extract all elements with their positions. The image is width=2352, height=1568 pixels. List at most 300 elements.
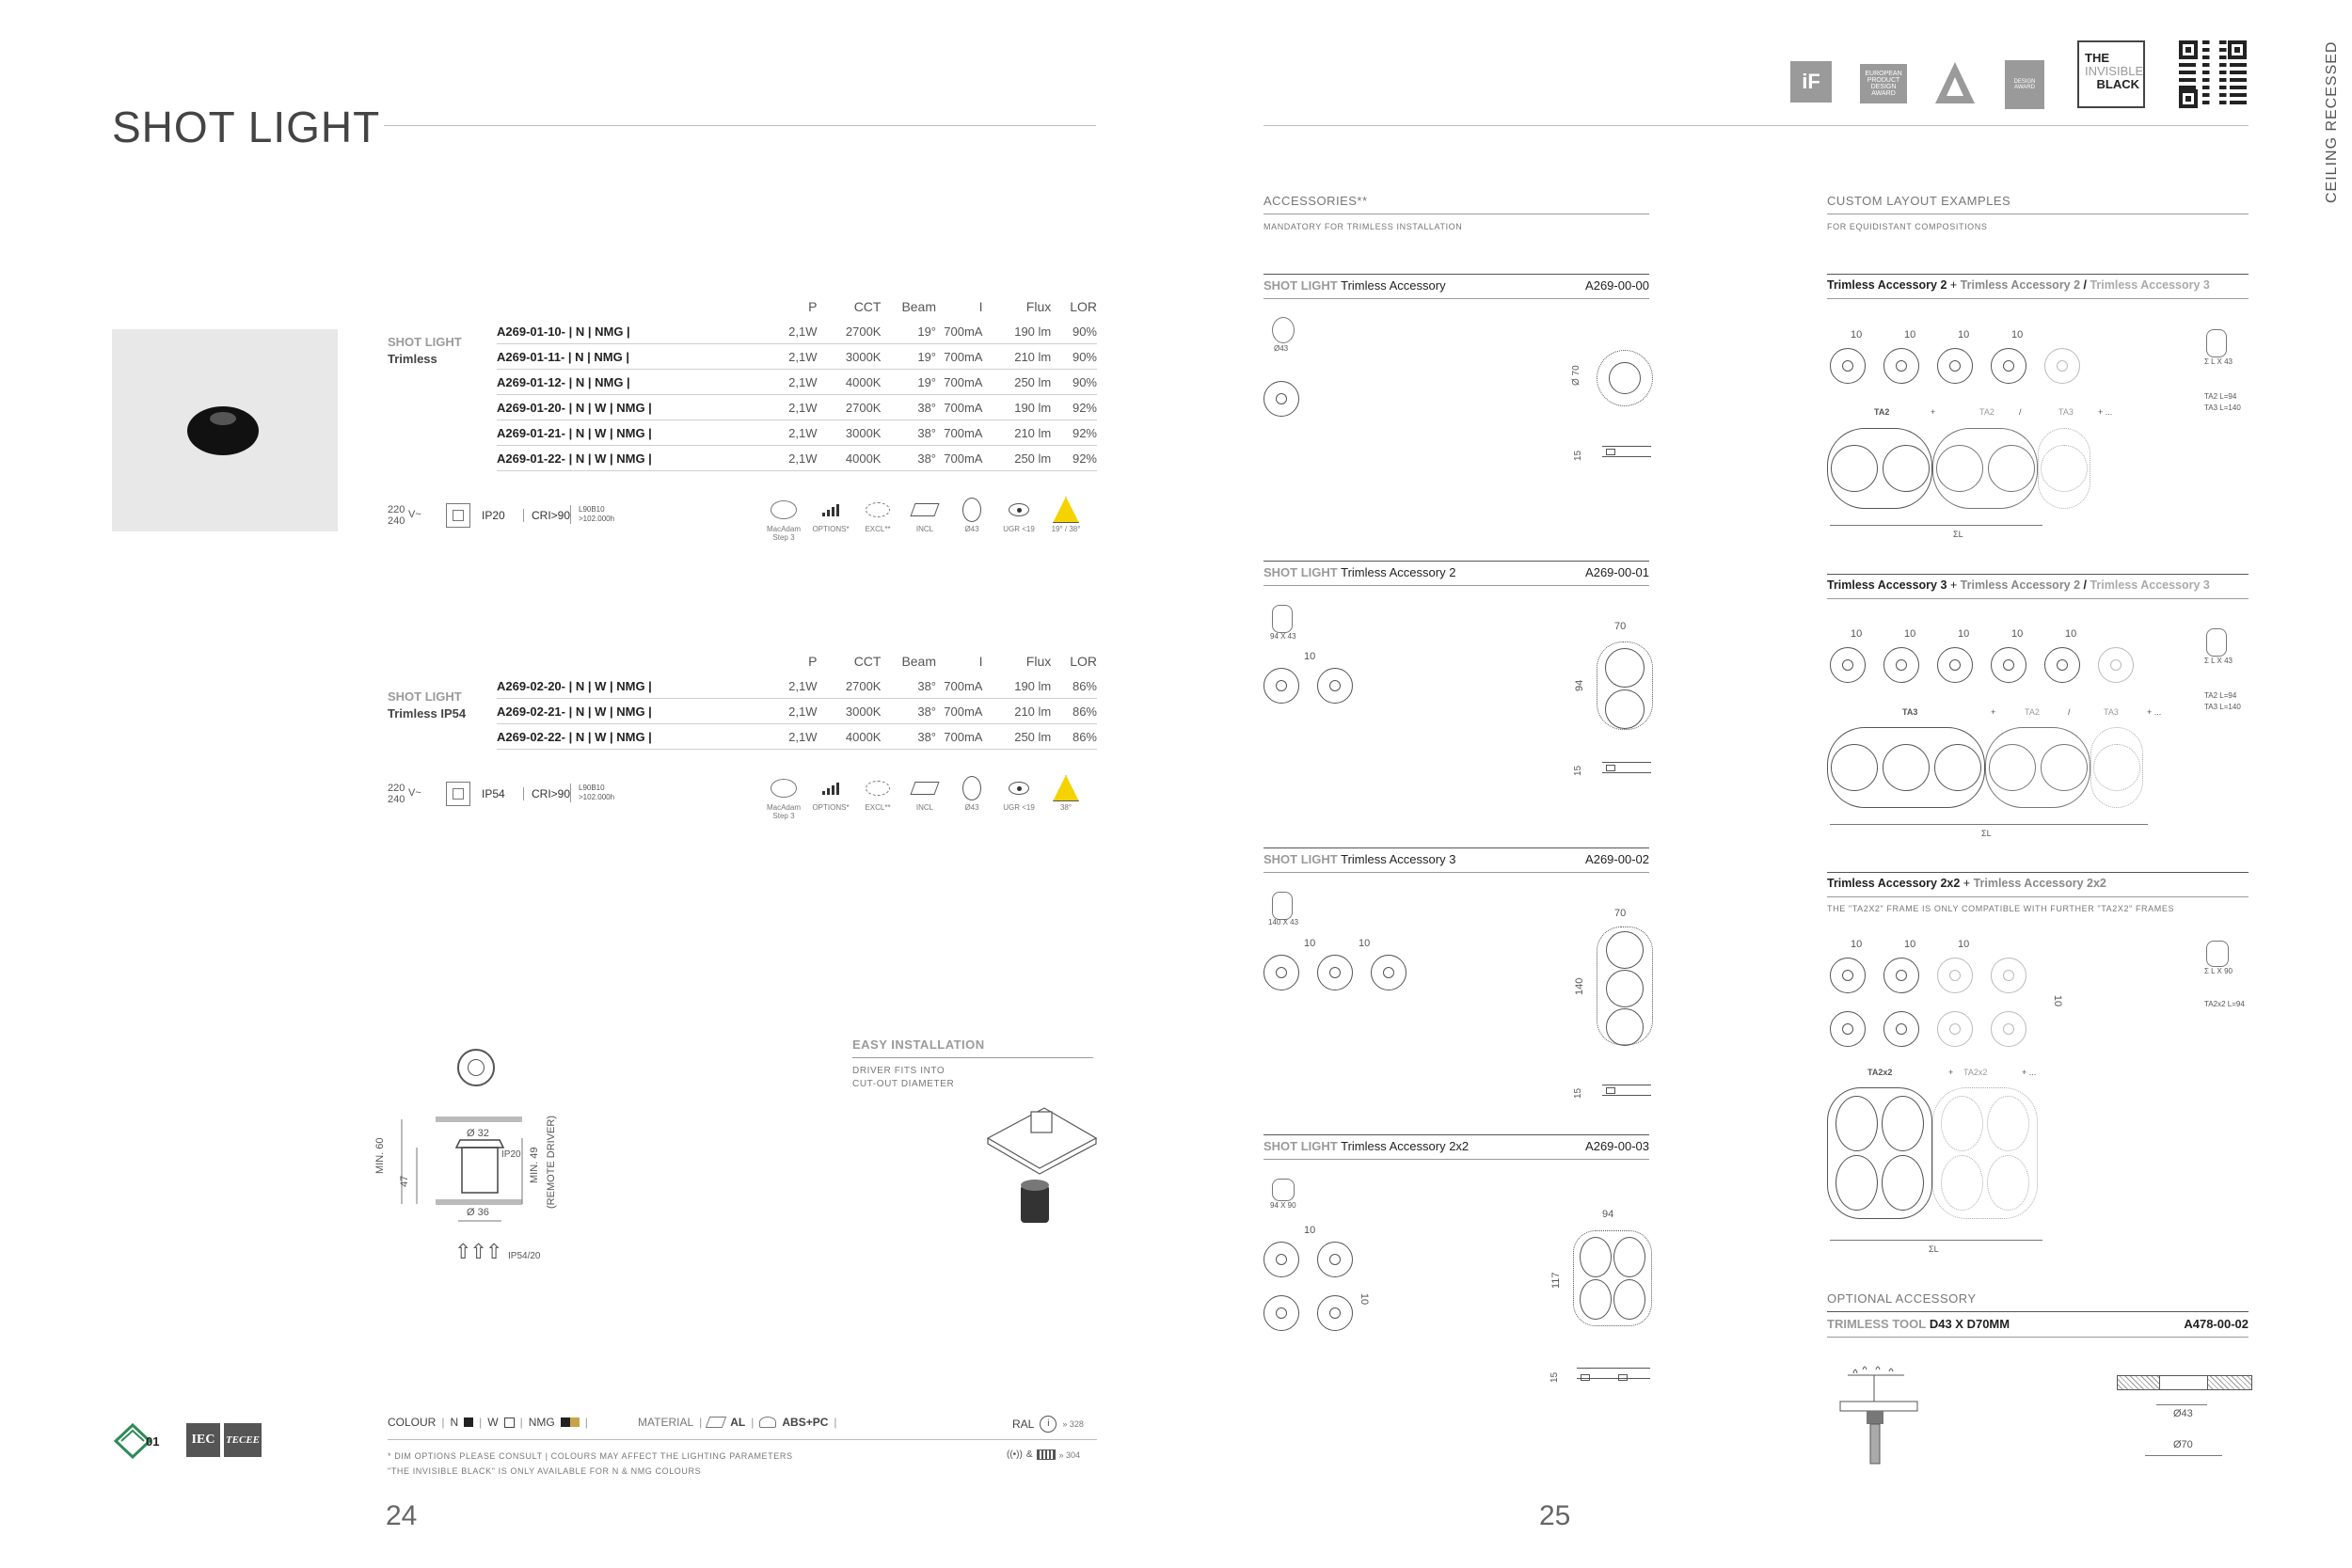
- macadam-icon: [760, 777, 807, 820]
- tecee-logo: TECEE: [224, 1423, 262, 1457]
- acc3-dim-depth: 15: [1573, 1087, 1583, 1099]
- acc1-side-profile: [1602, 446, 1651, 457]
- ral-label: RAL: [1012, 1418, 1035, 1431]
- icon-label: 38°: [1059, 803, 1073, 812]
- cell-lor: 86%: [1051, 724, 1097, 750]
- cell-cct: 2700K: [817, 395, 881, 420]
- acc4-title: SHOT LIGHT Trimless Accessory 2x2: [1263, 1139, 1470, 1153]
- dim-ip20: IP20: [501, 1149, 521, 1160]
- page-number-left: 24: [386, 1500, 418, 1531]
- acc4-spacing: 10: [1304, 1225, 1316, 1236]
- acc4-cutout: 94 X 90: [1270, 1201, 1296, 1210]
- table1-product-name: SHOT LIGHT: [388, 335, 462, 349]
- trimless-tool-drawing: [1831, 1364, 1934, 1467]
- icon-label: EXCL**: [865, 803, 891, 812]
- installation-illustration: [978, 1091, 1101, 1232]
- acc4-dim-h: 117: [1550, 1272, 1562, 1289]
- cutout-icon: [948, 777, 995, 820]
- aluminium-icon: [706, 1417, 726, 1428]
- optional-top-rule: [1827, 1311, 2249, 1312]
- acc4-frame: [1573, 1230, 1652, 1326]
- colour-nmg: NMG: [528, 1416, 555, 1429]
- side-label: CEILING RECESSED: [2324, 40, 2340, 203]
- ex3-labels: TA2x2 + TA2x2 + ...: [1867, 1068, 2037, 1077]
- spot-circle: [1883, 647, 1919, 683]
- cell-product-code: A269-01-21- | N | W | NMG |: [497, 420, 771, 446]
- ex3-title: Trimless Accessory 2x2 + Trimless Accessory 2x2: [1827, 877, 2106, 890]
- cell-beam: 19°: [881, 319, 936, 344]
- if-award-logo: iF: [1790, 61, 1832, 103]
- icon-label: OPTIONS*: [812, 803, 850, 812]
- acc3-spacing: 10: [1359, 938, 1371, 949]
- table2-product-name: SHOT LIGHT: [388, 689, 462, 704]
- spot-circle: [1991, 348, 2026, 384]
- cell-lor: 86%: [1051, 673, 1097, 699]
- ib-line2: INVISIBLE: [2085, 64, 2144, 78]
- driver-included-icon: [901, 777, 948, 820]
- acc3-bottom-rule: [1263, 872, 1649, 873]
- ex3-legend-cut: Σ L X 90: [2204, 967, 2233, 975]
- colour-label: COLOUR: [388, 1416, 437, 1429]
- cutout-icon: [948, 499, 995, 542]
- table1-lifetime: L90B10 >102.000h: [570, 505, 614, 524]
- spacing-label: 10: [2065, 628, 2077, 640]
- dim-remote-driver: (REMOTE DRIVER): [546, 1116, 557, 1209]
- table1-feature-icons: [760, 499, 1089, 542]
- icon-label: UGR <19: [1003, 803, 1035, 812]
- cell-power: 2,1W: [771, 699, 818, 724]
- acc4-bottom-rule: [1263, 1159, 1649, 1160]
- ex1-cutout-icon: [2206, 329, 2227, 357]
- cell-flux: 210 lm: [982, 420, 1051, 446]
- acc4-dim-depth: 15: [1549, 1371, 1560, 1383]
- cell-current: 700mA: [936, 446, 982, 471]
- ex2-legend-ta3: TA3 L=140: [2204, 703, 2241, 711]
- spacing-label: 10: [1958, 939, 1970, 950]
- ex3-total-line: [1830, 1240, 2042, 1241]
- cell-flux: 210 lm: [982, 344, 1051, 370]
- colour-w: W: [487, 1416, 499, 1429]
- cell-power: 2,1W: [771, 420, 818, 446]
- cell-product-code: A269-02-22- | N | W | NMG |: [497, 724, 771, 750]
- cell-lor: 92%: [1051, 446, 1097, 471]
- cell-power: 2,1W: [771, 724, 818, 750]
- table1-cri: CRI>90: [523, 509, 570, 522]
- spot-circle: [1371, 955, 1406, 990]
- cutout-icon: [1272, 1179, 1295, 1201]
- footer-note-1: * DIM OPTIONS PLEASE CONSULT | COLOURS MAY AFFECT THE LIGHTING PARAMETERS: [388, 1451, 793, 1461]
- white-swatch: [504, 1418, 515, 1428]
- spot-circle: [1937, 958, 1973, 993]
- acc2-side-profile: [1602, 762, 1651, 773]
- accessories-subtitle: MANDATORY FOR TRIMLESS INSTALLATION: [1263, 222, 1463, 231]
- spot-circle: [1991, 647, 2026, 683]
- cell-cct: 2700K: [817, 319, 881, 344]
- spot-circle: [1263, 955, 1299, 990]
- cell-product-code: A269-02-20- | N | W | NMG |: [497, 673, 771, 699]
- ex3-note: THE "TA2X2" FRAME IS ONLY COMPATIBLE WITH FURTHER "TA2X2" FRAMES: [1827, 904, 2175, 913]
- header-p: P: [808, 654, 818, 669]
- acc3-dim-w: 70: [1614, 908, 1627, 919]
- ib-line1: THE: [2085, 51, 2109, 65]
- spec-table-2: [497, 649, 1097, 750]
- acc2-bottom-rule: [1263, 585, 1649, 586]
- table2-voltage: 220 240: [388, 783, 405, 805]
- ex2-labels: TA3 + TA2 / TA3 + ...: [1902, 707, 2162, 717]
- d70-line: [2145, 1455, 2222, 1456]
- acc3-frame: [1597, 927, 1653, 1045]
- ex2-total: ΣL: [1981, 829, 1992, 838]
- beam-angle-icon: [1042, 777, 1089, 820]
- acc3-top-rule: [1263, 847, 1649, 848]
- spot-circle: [1317, 668, 1353, 704]
- black-swatch: [464, 1418, 473, 1427]
- header-lor: LOR: [1070, 299, 1097, 314]
- spot-circle: [2044, 647, 2080, 683]
- ex1-legend-cut: Σ L X 43: [2204, 357, 2233, 366]
- dimming-options-icon: [807, 777, 854, 820]
- ex1-legend-ta2: TA2 L=94: [2204, 392, 2237, 401]
- acc1-code: A269-00-00: [1585, 278, 1649, 293]
- cell-product-code: A269-01-11- | N | NMG |: [497, 344, 771, 370]
- spot-circle: [1317, 1295, 1353, 1331]
- table2-ip: IP54: [482, 787, 505, 800]
- optional-code: A478-00-02: [2184, 1317, 2249, 1331]
- acc4-code: A269-00-03: [1585, 1139, 1649, 1153]
- acc4-side-profile: [1577, 1368, 1650, 1379]
- info-icon: i: [1040, 1416, 1057, 1433]
- acc2-dim-w: 70: [1614, 621, 1627, 632]
- cell-cct: 2700K: [817, 673, 881, 699]
- cell-flux: 250 lm: [982, 446, 1051, 471]
- cell-product-code: A269-01-12- | N | NMG |: [497, 370, 771, 395]
- header-flux: Flux: [1025, 654, 1052, 669]
- cell-current: 700mA: [936, 724, 982, 750]
- page-number-right: 25: [1539, 1500, 1571, 1531]
- table1-ip: IP20: [482, 509, 505, 522]
- cell-lor: 92%: [1051, 395, 1097, 420]
- spot-circle: [1937, 348, 1973, 384]
- acc2-spacing: 10: [1304, 651, 1316, 662]
- nmg-swatch: [561, 1418, 580, 1427]
- ral-row: [1012, 1416, 1084, 1433]
- spot-circle: [1317, 1242, 1353, 1277]
- dim-47: 47: [399, 1175, 410, 1187]
- ex2-title: Trimless Accessory 3 + Trimless Accessory 2 / Trimless Accessory 3: [1827, 578, 2210, 592]
- icon-label: MacAdam Step 3: [766, 525, 801, 542]
- cell-product-code: A269-01-20- | N | W | NMG |: [497, 395, 771, 420]
- table2-product-sub: Trimless IP54: [388, 706, 467, 721]
- acc4-spacing-v: 10: [1359, 1292, 1371, 1306]
- acc3-cutout: 140 X 43: [1268, 918, 1299, 927]
- spot-circle: [1991, 1011, 2026, 1047]
- spacing-label: 10: [1958, 628, 1970, 640]
- cell-beam: 19°: [881, 344, 936, 370]
- spacing-label: 10: [1904, 939, 1916, 950]
- optional-title: OPTIONAL ACCESSORY: [1827, 1291, 1977, 1306]
- acc3-code: A269-00-02: [1585, 852, 1649, 866]
- macadam-icon: [760, 499, 807, 542]
- ex3-cutout-icon: [2206, 941, 2229, 967]
- cell-beam: 38°: [881, 420, 936, 446]
- a-design-award-logo: [1933, 60, 1977, 105]
- driver-excluded-icon: [854, 499, 901, 542]
- accessories-title: ACCESSORIES**: [1263, 194, 1368, 208]
- header-i: I: [978, 654, 983, 669]
- cell-cct: 4000K: [817, 370, 881, 395]
- header-p: P: [808, 299, 818, 314]
- cell-cct: 3000K: [817, 420, 881, 446]
- spacing-label: 10: [1904, 628, 1916, 640]
- spot-circle: [1991, 958, 2026, 993]
- spot-circle: [2044, 348, 2080, 384]
- cell-cct: 4000K: [817, 446, 881, 471]
- acc1-frame: [1597, 350, 1653, 406]
- spot-circle: [1883, 1011, 1919, 1047]
- spec-table-1: [497, 294, 1097, 471]
- cell-product-code: A269-02-21- | N | W | NMG |: [497, 699, 771, 724]
- cutout-icon: [1272, 892, 1293, 920]
- table-row: [497, 420, 1097, 446]
- cell-cct: 4000K: [817, 724, 881, 750]
- table-row: [497, 370, 1097, 395]
- cutout-icon: [1272, 317, 1295, 343]
- cell-current: 700mA: [936, 420, 982, 446]
- optional-bottom-rule: [1827, 1337, 2249, 1338]
- icon-label: MacAdam Step 3: [766, 803, 801, 820]
- icon-label: INCL: [915, 525, 934, 533]
- header-flux: Flux: [1025, 299, 1052, 314]
- cell-current: 700mA: [936, 319, 982, 344]
- acc2-code: A269-00-01: [1585, 565, 1649, 579]
- driver-excluded-icon: [854, 777, 901, 820]
- custom-layout-title: CUSTOM LAYOUT EXAMPLES: [1827, 194, 2011, 208]
- acc4-dim-w: 94: [1602, 1209, 1614, 1220]
- ex2-frames: [1827, 727, 2143, 808]
- material-label: MATERIAL: [638, 1416, 694, 1429]
- icon-label: EXCL**: [865, 525, 891, 533]
- acc1-top-rule: [1263, 274, 1649, 275]
- product-photo: [112, 329, 338, 531]
- custom-layout-subtitle: FOR EQUIDISTANT COMPOSITIONS: [1827, 222, 1988, 231]
- table-row: [497, 344, 1097, 370]
- qr-code[interactable]: [2179, 40, 2247, 108]
- cell-product-code: A269-01-10- | N | NMG |: [497, 319, 771, 344]
- easy-install-title: EASY INSTALLATION: [852, 1037, 985, 1052]
- cell-current: 700mA: [936, 344, 982, 370]
- colour-row: COLOUR | N | W | NMG |: [388, 1416, 588, 1429]
- easy-install-line1: DRIVER FITS INTO: [852, 1066, 946, 1076]
- icon-label: OPTIONS*: [812, 525, 850, 533]
- table2-lifetime: L90B10 >102.000h: [570, 784, 614, 802]
- spot-circle: [1937, 1011, 1973, 1047]
- battery-icon: [1037, 1449, 1056, 1460]
- spacing-label: 10: [1851, 939, 1863, 950]
- spot-circle: [1830, 958, 1866, 993]
- cell-lor: 86%: [1051, 699, 1097, 724]
- colour-n: N: [450, 1416, 459, 1429]
- ugr-icon: [995, 499, 1042, 542]
- ib-line3: BLACK: [2096, 77, 2139, 91]
- spacing-label: 10: [1958, 329, 1970, 341]
- header-lor: LOR: [1070, 654, 1097, 669]
- material-al: AL: [730, 1416, 746, 1429]
- cell-flux: 190 lm: [982, 319, 1051, 344]
- dim-ref: » 304: [1058, 1449, 1081, 1460]
- acc3-title: SHOT LIGHT Trimless Accessory 3: [1263, 852, 1456, 866]
- spot-circle: [1830, 647, 1866, 683]
- cell-beam: 19°: [881, 370, 936, 395]
- acc2-cutout: 94 X 43: [1270, 632, 1296, 641]
- cell-cct: 3000K: [817, 344, 881, 370]
- cell-beam: 38°: [881, 673, 936, 699]
- ex1-title: Trimless Accessory 2 + Trimless Accessory 2 / Trimless Accessory 3: [1827, 278, 2210, 292]
- spacing-label: 10: [1904, 329, 1916, 341]
- top-view-drawing: [457, 1049, 495, 1086]
- ex2-legend-ta2: TA2 L=94: [2204, 691, 2237, 700]
- table-row: [497, 673, 1097, 699]
- easy-install-rule: [852, 1057, 1093, 1058]
- cell-power: 2,1W: [771, 446, 818, 471]
- d43-line: [2156, 1404, 2207, 1405]
- ex2-legend-cut: Σ L X 43: [2204, 657, 2233, 665]
- title-rule: [384, 125, 1096, 126]
- wireless-icon: ((•)): [1007, 1449, 1023, 1460]
- dim-d36: Ø 36: [467, 1207, 489, 1218]
- spot-circle: [1317, 955, 1353, 990]
- acc2-top-rule: [1263, 561, 1649, 562]
- spot-circle: [1883, 348, 1919, 384]
- spot-circle: [1263, 668, 1299, 704]
- table-header-row: [497, 649, 1097, 673]
- spot-circle: [1263, 381, 1299, 417]
- acc3-dim-h: 140: [1574, 977, 1585, 995]
- icon-label: INCL: [915, 803, 934, 812]
- spacing-label-vertical: 10: [2052, 994, 2064, 1007]
- cell-lor: 90%: [1051, 370, 1097, 395]
- spacing-label: 10: [1851, 628, 1863, 640]
- spot-circle: [1263, 1295, 1299, 1331]
- table-row: [497, 699, 1097, 724]
- cell-power: 2,1W: [771, 673, 818, 699]
- cell-power: 2,1W: [771, 370, 818, 395]
- spot-circle: [1830, 348, 1866, 384]
- ex1-legend-ta3: TA3 L=140: [2204, 404, 2241, 412]
- cell-current: 700mA: [936, 699, 982, 724]
- ex2-top-rule: [1827, 574, 2249, 575]
- table-row: [497, 395, 1097, 420]
- cell-flux: 190 lm: [982, 673, 1051, 699]
- table-row: [497, 724, 1097, 750]
- iec-logo: IEC: [186, 1423, 220, 1457]
- ex1-labels: TA2 + TA2 / TA3 + ...: [1874, 407, 2113, 417]
- trimless-tool-section: [2117, 1375, 2252, 1390]
- class-ii-icon: [446, 782, 470, 806]
- acc2-frame: [1597, 641, 1653, 730]
- right-top-rule: [1263, 125, 2249, 126]
- footer-note-2: "THE INVISIBLE BLACK" IS ONLY AVAILABLE FOR N & NMG COLOURS: [388, 1466, 702, 1476]
- ex2-bottom-rule: [1827, 598, 2249, 599]
- acc2-title: SHOT LIGHT Trimless Accessory 2: [1263, 565, 1456, 579]
- ex1-top-rule: [1827, 274, 2249, 275]
- header-cct: CCT: [853, 299, 882, 314]
- page-title: SHOT LIGHT: [112, 103, 381, 151]
- acc1-title: SHOT LIGHT Trimless Accessory: [1263, 278, 1446, 293]
- easy-install-line2: CUT-OUT DIAMETER: [852, 1079, 955, 1089]
- ex1-total: ΣL: [1953, 530, 1963, 539]
- table-row: [497, 446, 1097, 471]
- material-abs: ABS+PC: [782, 1416, 829, 1429]
- dim-min60: MIN. 60: [374, 1137, 386, 1174]
- ex3-legend-ta: TA2x2 L=94: [2204, 1000, 2245, 1008]
- spacing-label: 10: [1851, 329, 1863, 341]
- cell-flux: 250 lm: [982, 724, 1051, 750]
- icon-label: UGR <19: [1003, 525, 1035, 533]
- cell-beam: 38°: [881, 724, 936, 750]
- dim-ip5420: IP54/20: [508, 1251, 541, 1261]
- table1-voltage: 220 240: [388, 504, 405, 527]
- spacing-label: 10: [2011, 329, 2024, 341]
- class-ii-icon: [446, 503, 470, 528]
- cell-beam: 38°: [881, 395, 936, 420]
- optional-name: TRIMLESS TOOL D43 X D70MM: [1827, 1317, 2010, 1331]
- design-award-logo: DESIGN AWARD: [2005, 60, 2044, 109]
- icon-label: Ø43: [964, 803, 979, 812]
- spot-circle: [2098, 647, 2134, 683]
- dimming-icons: ((•)) & » 304: [1007, 1449, 1081, 1460]
- header-beam: Beam: [901, 654, 937, 669]
- cell-flux: 250 lm: [982, 370, 1051, 395]
- acc4-top-rule: [1263, 1134, 1649, 1135]
- icon-label: Ø43: [964, 525, 979, 533]
- beam-angle-icon: [1042, 499, 1089, 542]
- acc1-cutout: Ø43: [1274, 344, 1289, 353]
- cell-current: 700mA: [936, 673, 982, 699]
- arrows-up-icon: ⇧⇧⇧: [454, 1240, 501, 1263]
- driver-included-icon: [901, 499, 948, 542]
- cell-power: 2,1W: [771, 319, 818, 344]
- acc3-spacing: 10: [1304, 938, 1316, 949]
- acc1-dim-depth: 15: [1573, 450, 1583, 461]
- acc2-dim-h: 94: [1574, 679, 1585, 691]
- plastic-icon: [759, 1417, 776, 1428]
- acc1-dim-main: Ø 70: [1571, 365, 1581, 386]
- table2-cri: CRI>90: [523, 787, 570, 800]
- dimming-options-icon: [807, 499, 854, 542]
- ex1-bottom-rule: [1827, 298, 2249, 299]
- cell-lor: 90%: [1051, 319, 1097, 344]
- icon-label: 19° / 38°: [1051, 525, 1081, 533]
- ex3-bottom-rule: [1827, 896, 2249, 897]
- cell-beam: 38°: [881, 446, 936, 471]
- ral-ref: » 328: [1062, 1419, 1084, 1429]
- cell-flux: 190 lm: [982, 395, 1051, 420]
- dim-min49: MIN. 49: [529, 1147, 540, 1183]
- spot-circle: [1883, 958, 1919, 993]
- acc1-bottom-rule: [1263, 298, 1649, 299]
- acc2-dim-depth: 15: [1573, 765, 1583, 776]
- ex2-cutout-icon: [2206, 628, 2227, 657]
- cell-cct: 3000K: [817, 699, 881, 724]
- ex2-total-line: [1830, 824, 2148, 825]
- voltage-unit: V~: [408, 787, 421, 799]
- ex3-total: ΣL: [1929, 1244, 1939, 1254]
- header-i: I: [978, 299, 983, 314]
- cell-power: 2,1W: [771, 344, 818, 370]
- enec-logo: [112, 1423, 165, 1459]
- cell-lor: 92%: [1051, 420, 1097, 446]
- ex1-frames: [1827, 428, 2090, 509]
